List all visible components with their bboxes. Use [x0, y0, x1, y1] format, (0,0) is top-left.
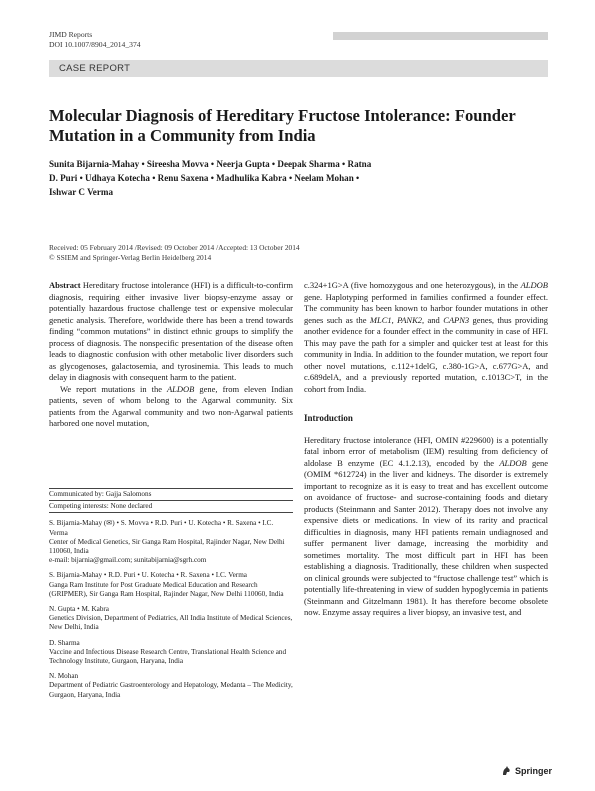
abstract-paragraph-2: We report mutations in the ALDOB gene, from eleven Indian patients, seven of whom belong to the Agarwal community. Six patients from the Agarwal community and two non-Agarwal patients harbored one novel mutation, [49, 383, 293, 428]
citation-link[interactable]: 2012 [418, 503, 436, 514]
affiliation-4: D. Sharma Vaccine and Infectious Disease Research Centre, Translational Health Science and Technology Institute, Gurgaon, Haryana, India [49, 638, 287, 666]
header-decoration-bar [333, 32, 548, 40]
communicated-by: Communicated by: Gajja Salomons [49, 488, 293, 500]
gene-name: ALDOB [166, 383, 195, 394]
doi: DOI 10.1007/8904_2014_374 [49, 40, 141, 49]
abstract-column [49, 280, 293, 430]
publisher-logo [501, 765, 552, 776]
affiliation-3: N. Gupta • M. Kabra Genetics Division, Department of Pediatrics, All India Institute of Medical Sciences, New Delhi, India [49, 605, 293, 632]
affiliation-2: S. Bijarnia-Mahay • R.D. Puri • U. Kotecha • R. Saxena • I.C. Verma Ganga Ram Institute for Post Graduate Medical Education and Research (GRIPMER), Sir Ganga Ram Hospital, Rajinder Nagar, New Delhi 110060, India [49, 571, 284, 598]
email-link[interactable]: e-mail: bijarnia@gmail.com; sunitabijarnia@sgrh.com [49, 556, 207, 565]
footnotes [49, 488, 293, 700]
competing-interests: Competing interests: None declared [49, 500, 293, 513]
affiliation-1: S. Bijarnia-Mahay (✉) • S. Movva • R.D. Puri • U. Kotecha • R. Saxena • I.C. Verma Center of Medical Genetics, Sir Ganga Ram Hospital, Rajinder Nagar, New Delhi 110060, India e-mail: bijarnia@gmail.com; sunitabijarnia@sgrh.com [49, 519, 293, 565]
journal-name: JIMD Reports [49, 30, 93, 39]
affiliation-5: N. Mohan Department of Pediatric Gastroenterology and Hepatology, Medanta – The Medicity, Gurgaon, Haryana, India [49, 672, 293, 699]
publisher-name: Springer [515, 765, 553, 776]
springer-horse-icon [501, 765, 512, 776]
body-column-right [304, 280, 548, 619]
article-dates [49, 243, 548, 263]
section-label: CASE REPORT [59, 63, 131, 74]
section-band [49, 60, 548, 77]
abstract-lead: Abstract [49, 280, 81, 290]
journal-header [49, 30, 141, 50]
citation-link[interactable]: 1981 [405, 595, 423, 606]
received-dates: Received: 05 February 2014 /Revised: 09 October 2014 /Accepted: 13 October 2014 [49, 243, 300, 252]
abstract-continuation: c.324+1G>A (five homozygous and one heterozygous), in the ALDOB gene. Haplotyping performed in families confirmed a founder effect. The community has been known to harbor founder mutations in other genes such as the MLC1, PANK2, and CAPN3 genes, thus providing another evidence for a founder effect in the community in case of HFI. This may pave the path for a simpler and quicker test at least for this community in India. In addition to the founder mutation, we report four other novel mutations, c.112+1delG, c.380-1G>A, c.677G>A, and c.689delA, and a previously reported mutation, c.1013C>T, in the cohort from India. [304, 280, 548, 394]
section-heading-introduction: Introduction [304, 413, 353, 423]
abstract-paragraph-1: Abstract Hereditary fructose intolerance (HFI) is a difficult-to-confirm diagnosis, requiring either invasive liver biopsy-enzyme assay or potentially hazardous fructose challenge test or expensive molecular genetic analysis. Therefore, worldwide there has been a trend towards finding “common mutations” in distinct ethnic groups to simplify the process of diagnosis. The nonspecific presentation of the disease often leads to diagnostic confusion with other metabolic liver disorders such as glycogenoses, galactosemia, and tyrosinemia. This leads to much delay in diagnosis with consequent harm to the patient. [49, 280, 294, 382]
article-title: Molecular Diagnosis of Hereditary Fructose Intolerance: Founder Mutation in a Community from India [49, 106, 516, 145]
author-list: Sunita Bijarnia-Mahay • Sireesha Movva • Neerja Gupta • Deepak Sharma • Ratna D. Puri • Udhaya Kotecha • Renu Saxena • Madhulika Kabra • Neelam Mohan • Ishwar C Verma [49, 159, 372, 197]
introduction-paragraph: Hereditary fructose intolerance (HFI, OMIN #229600) is a potentially fatal inborn error of metabolism (IEM) resulting from deficiency of aldolase B enzyme (EC 4.1.2.13), encoded by the ALDOB gene (OMIM *612724) in the liver and kidneys. The disorder is extremely important to recognize as it is easy to treat and has excellent outcome on avoidance of fructose- and sucrose-containing foods and dietary products (Steinmann and Santer 2012). Therapy does not involve any expensive diets or medications. In view of its rarity and practical difficulties in diagnosis, many HFI patients remain undiagnosed and suffer permanent liver damage, increasing the morbidity and sometimes mortality. The most difficult part in HFI has been establishing a diagnosis. Traditionally, these children when suspected on clinical grounds were subjected to “fructose challenge test” which is potentially life-threatening in view of sudden hypoglycemia in patients (Steinmann and Gitzelmann 1981). It has therefore become obsolete now. Enzyme assay requires a liver biopsy, an invasive test, and [304, 434, 548, 617]
copyright: © SSIEM and Springer-Verlag Berlin Heidelberg 2014 [49, 253, 212, 262]
